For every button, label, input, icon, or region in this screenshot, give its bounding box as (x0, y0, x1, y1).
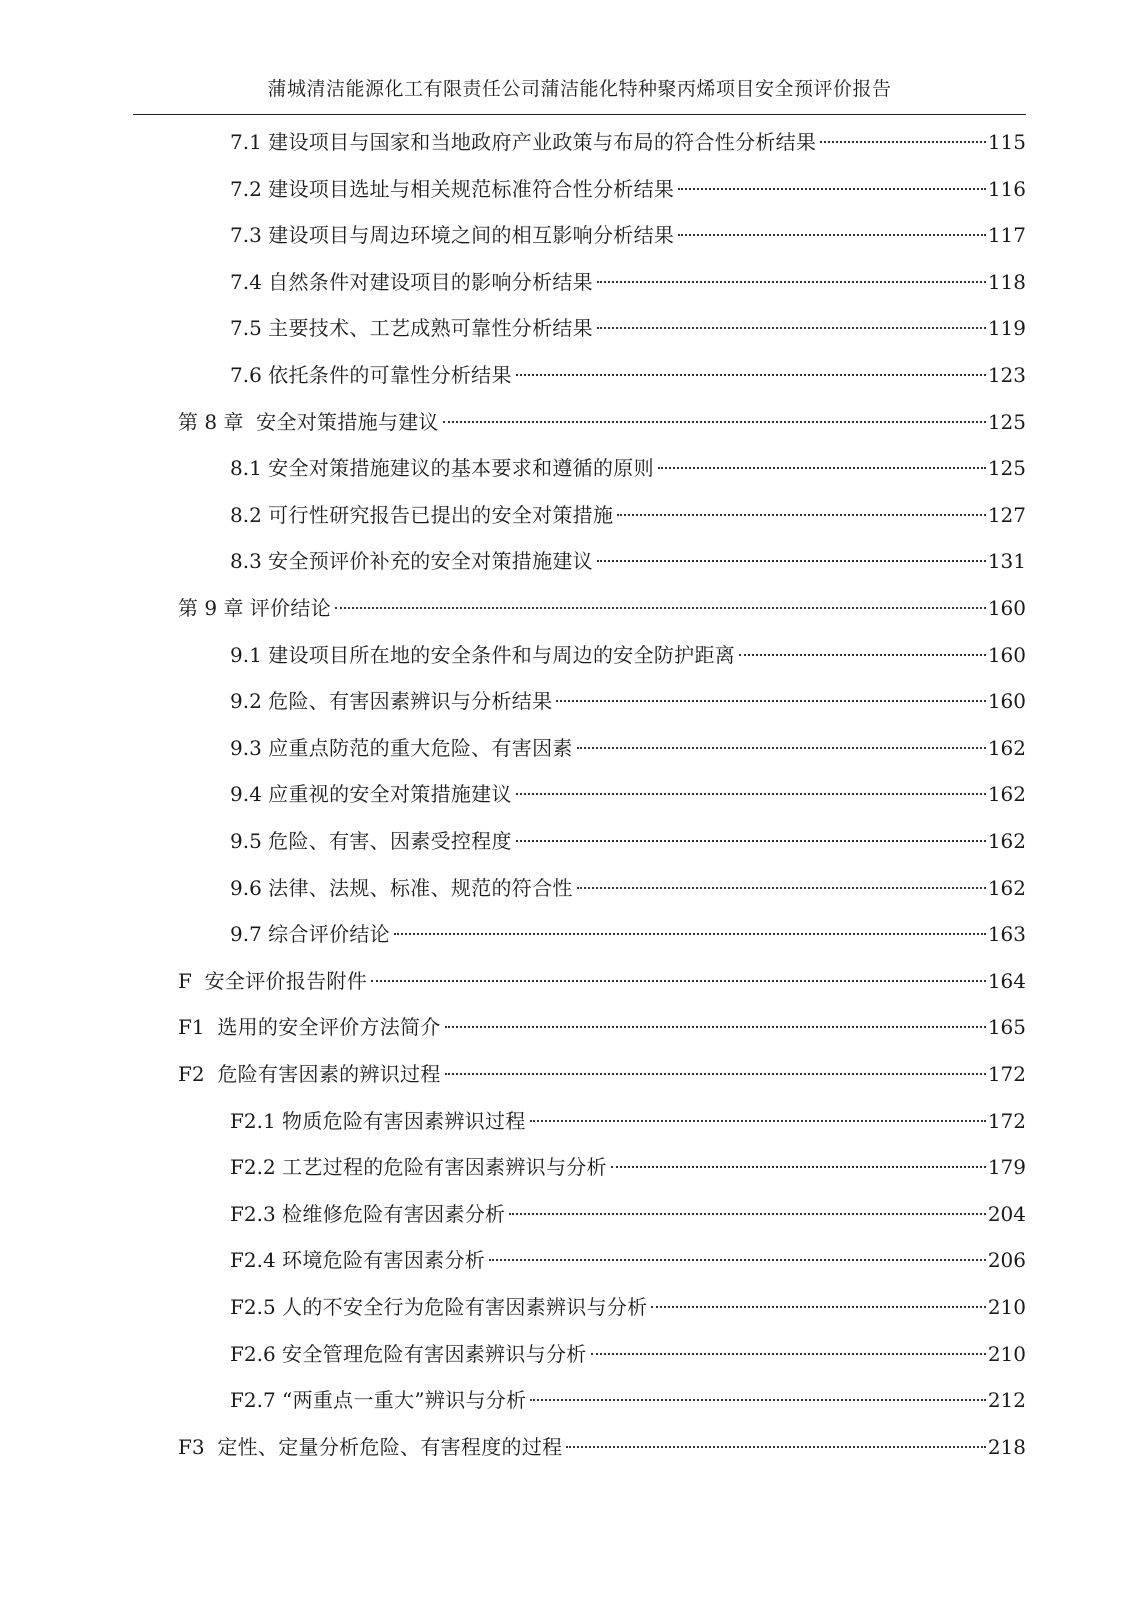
dot-leader (820, 140, 986, 143)
dot-leader (591, 1352, 986, 1355)
toc-entry-number: F2.3 (230, 1201, 283, 1226)
toc-entry-title: 应重视的安全对策措施建议 (268, 782, 512, 807)
toc-entry-page-number: 160 (987, 642, 1026, 667)
toc-entry[interactable] (230, 310, 1026, 346)
toc-entry-title: 定性、定量分析危险、有害程度的过程 (217, 1434, 563, 1459)
toc-entry-number: 9.1 (230, 642, 269, 667)
dot-leader (556, 699, 985, 702)
toc-entry-number: 9.6 (230, 875, 269, 900)
toc-entry-page-number: 116 (987, 176, 1026, 201)
document-title: 蒲城清洁能源化工有限责任公司蒲洁能化特种聚丙烯项目安全预评价报告 (267, 78, 892, 100)
toc-entry-page-number: 179 (987, 1155, 1026, 1180)
toc-entry[interactable] (178, 1429, 1026, 1465)
dot-leader (577, 886, 986, 889)
toc-entry-title: 选用的安全评价方法简介 (217, 1015, 441, 1040)
toc-entry-page-number: 118 (987, 269, 1026, 294)
toc-entry-number: 第 8 章 (178, 409, 257, 434)
toc-entry-number: F2.5 (230, 1295, 283, 1319)
toc-entry-number: F2.4 (230, 1248, 283, 1273)
toc-entry-title: 环境危险有害因素分析 (282, 1248, 486, 1273)
toc-entry-page-number: 210 (987, 1341, 1026, 1366)
toc-entry-number: F2.1 (230, 1108, 283, 1133)
toc-entry-page-number: 218 (987, 1434, 1026, 1459)
toc-entry-page-number: 172 (987, 1108, 1026, 1133)
toc-entry-page-number: 125 (987, 456, 1026, 481)
toc-entry-page-number: 115 (987, 130, 1026, 154)
dot-leader (530, 1119, 986, 1122)
dot-leader (658, 466, 986, 469)
toc-entry-number: 9.5 (230, 829, 269, 853)
toc-entry[interactable] (230, 1382, 1026, 1418)
toc-entry-title: 主要技术、工艺成熟可靠性分析结果 (268, 316, 593, 341)
toc-entry-title: 危险有害因素的辨识过程 (217, 1062, 441, 1086)
toc-entry-page-number: 164 (987, 968, 1026, 993)
toc-entry-number: 7.2 (230, 176, 269, 201)
toc-entry-title: 建设项目所在地的安全条件和与周边的安全防护距离 (268, 642, 736, 667)
toc-entry-title: 建设项目与国家和当地政府产业政策与布局的符合性分析结果 (268, 130, 817, 154)
dot-leader (445, 1072, 986, 1075)
dot-leader (516, 373, 986, 376)
toc-entry-title: 安全预评价补充的安全对策措施建议 (268, 549, 593, 574)
toc-entry[interactable] (230, 497, 1026, 533)
dot-leader (516, 792, 986, 795)
dot-leader (597, 559, 986, 562)
toc-entry-title: 工艺过程的危险有害因素辨识与分析 (282, 1155, 607, 1180)
dot-leader (651, 1305, 985, 1308)
dot-leader (678, 187, 986, 190)
toc-entry-page-number: 204 (987, 1201, 1026, 1226)
toc-entry-number: 7.3 (230, 223, 269, 248)
toc-entry-page-number: 131 (987, 549, 1026, 574)
toc-entry[interactable] (230, 264, 1026, 300)
toc-entry-title: “两重点一重大”辨识与分析 (282, 1388, 527, 1413)
dot-leader (597, 280, 986, 283)
toc-entry-page-number: 162 (987, 875, 1026, 900)
toc-entry-number: F2 (178, 1062, 218, 1086)
toc-entry-title: 安全评价报告附件 (204, 968, 367, 993)
toc-entry[interactable] (178, 1056, 1026, 1092)
toc-entry-title: 可行性研究报告已提出的安全对策措施 (268, 502, 614, 527)
toc-entry-title: 综合评价结论 (268, 922, 390, 947)
toc-entry-number: 7.4 (230, 269, 269, 294)
toc-entry-page-number: 212 (987, 1388, 1026, 1413)
toc-entry-number: F2.6 (230, 1341, 283, 1366)
toc-entry-page-number: 125 (987, 409, 1026, 434)
toc-entry-title: 自然条件对建设项目的影响分析结果 (268, 269, 593, 294)
toc-entry[interactable] (230, 1336, 1026, 1372)
toc-entry-title: 安全对策措施与建议 (256, 409, 439, 434)
toc-entry-number: F3 (178, 1434, 218, 1459)
toc-entry-number: 9.7 (230, 922, 269, 947)
toc-entry-number: F1 (178, 1015, 218, 1040)
toc-entry-page-number: 162 (987, 829, 1026, 853)
toc-entry[interactable] (178, 1009, 1026, 1045)
toc-entry-number: 9.2 (230, 689, 269, 714)
toc-entry-number: 9.3 (230, 735, 269, 760)
toc-entry-page-number: 210 (987, 1295, 1026, 1319)
page-header (133, 72, 1026, 115)
toc-entry-page-number: 206 (987, 1248, 1026, 1273)
toc-entry-page-number: 162 (987, 782, 1026, 807)
toc-entry-number: F2.7 (230, 1388, 283, 1413)
toc-entry-number: 8.1 (230, 456, 269, 481)
toc-entry[interactable] (230, 1149, 1026, 1185)
toc-entry-title: 人的不安全行为危险有害因素辨识与分析 (282, 1295, 648, 1319)
toc-entry[interactable] (178, 404, 1026, 440)
dot-leader (611, 1165, 986, 1168)
toc-entry-number: F (178, 968, 205, 993)
toc-entry-title: 检维修危险有害因素分析 (282, 1201, 506, 1226)
dot-leader (489, 1258, 986, 1261)
toc-entry-title: 法律、法规、标准、规范的符合性 (268, 875, 573, 900)
toc-entry-title: 危险、有害、因素受控程度 (268, 829, 512, 853)
toc-entry-number: 7.6 (230, 363, 269, 387)
toc-entry-number: 7.1 (230, 130, 269, 154)
toc-entry[interactable] (230, 1242, 1026, 1278)
toc-entry[interactable] (230, 450, 1026, 486)
toc-entry-page-number: 160 (987, 689, 1026, 714)
toc-entry[interactable] (230, 683, 1026, 719)
toc-entry-number: 第 9 章 (178, 596, 250, 620)
toc-entry-page-number: 160 (987, 596, 1026, 620)
dot-leader (530, 1398, 985, 1401)
toc-entry[interactable] (230, 1289, 1026, 1325)
toc-entry-number: F2.2 (230, 1155, 283, 1180)
toc-entry[interactable] (230, 357, 1026, 393)
dot-leader (516, 839, 986, 842)
toc-entry[interactable] (178, 590, 1026, 626)
toc-entry[interactable] (230, 1196, 1026, 1232)
toc-entry-title: 安全管理危险有害因素辨识与分析 (282, 1341, 587, 1366)
dot-leader (394, 932, 986, 935)
dot-leader (597, 326, 986, 329)
toc-entry-title: 依托条件的可靠性分析结果 (268, 363, 512, 387)
toc-entry[interactable] (230, 124, 1026, 160)
toc-entry-page-number: 162 (987, 735, 1026, 760)
toc-entry-page-number: 117 (987, 223, 1026, 248)
toc-entry-title: 危险、有害因素辨识与分析结果 (268, 689, 553, 714)
toc-entry[interactable] (230, 543, 1026, 579)
toc-entry-title: 安全对策措施建议的基本要求和遵循的原则 (268, 456, 654, 481)
dot-leader (443, 420, 986, 423)
toc-entry-number: 8.3 (230, 549, 269, 574)
toc-entry-page-number: 165 (987, 1015, 1026, 1040)
toc-entry-number: 7.5 (230, 316, 269, 341)
toc-entry[interactable] (230, 637, 1026, 673)
toc-entry[interactable] (230, 916, 1026, 952)
toc-entry-title: 物质危险有害因素辨识过程 (282, 1108, 526, 1133)
toc-entry-page-number: 123 (987, 363, 1026, 387)
toc-entry-page-number: 127 (987, 502, 1026, 527)
toc-entry-title: 应重点防范的重大危险、有害因素 (268, 735, 573, 760)
toc-entry[interactable] (230, 217, 1026, 253)
dot-leader (445, 1025, 986, 1028)
dot-leader (678, 233, 986, 236)
dot-leader (617, 513, 986, 516)
toc-entry[interactable] (230, 730, 1026, 766)
toc-entry-title: 建设项目选址与相关规范标准符合性分析结果 (268, 176, 675, 201)
toc-entry[interactable] (230, 823, 1026, 859)
dot-leader (566, 1445, 985, 1448)
toc-entry-title: 评价结论 (249, 596, 331, 620)
toc-entry[interactable] (230, 776, 1026, 812)
toc-entry-number: 9.4 (230, 782, 269, 807)
toc-entry[interactable] (230, 171, 1026, 207)
dot-leader (739, 653, 986, 656)
dot-leader (577, 746, 986, 749)
toc-entry[interactable] (230, 1103, 1026, 1139)
toc-entry[interactable] (178, 963, 1026, 999)
toc-entry-page-number: 163 (987, 922, 1026, 947)
toc-entry[interactable] (230, 870, 1026, 906)
toc-entry-page-number: 172 (987, 1062, 1026, 1086)
toc-entry-number: 8.2 (230, 502, 269, 527)
dot-leader (371, 979, 986, 982)
toc-entry-title: 建设项目与周边环境之间的相互影响分析结果 (268, 223, 675, 248)
dot-leader (335, 606, 986, 609)
dot-leader (509, 1212, 985, 1215)
toc-entry-page-number: 119 (987, 316, 1026, 341)
